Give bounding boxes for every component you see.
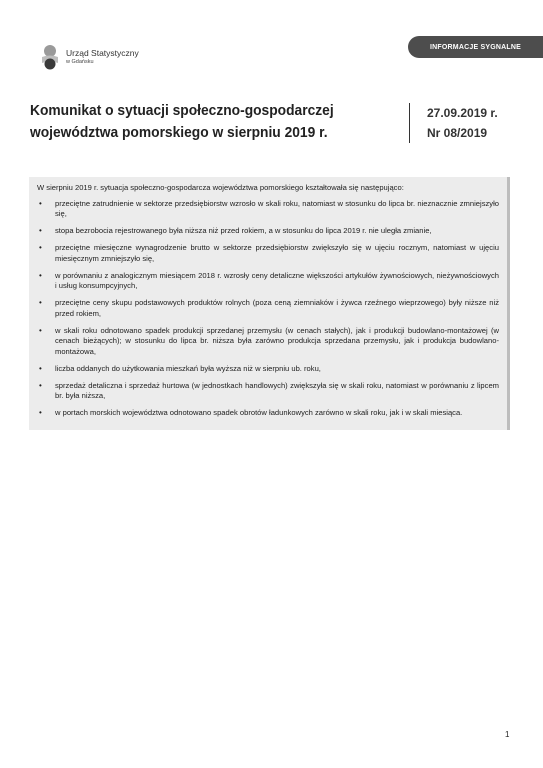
logo bbox=[40, 44, 139, 70]
summary-item: • liczba oddanych do użytkowania mieszkań była wyższa niż w sierpniu ub. roku, bbox=[37, 364, 499, 375]
summary-item: • sprzedaż detaliczna i sprzedaż hurtowa (w jednostkach handlowych) zwiększyła się w skali roku, natomiast w porównaniu z lipcem br. była niższa, bbox=[37, 381, 499, 402]
logo-subtitle: w Gdańsku bbox=[66, 58, 94, 65]
summary-item: • w skali roku odnotowano spadek produkcji sprzedanej przemysłu (w cenach stałych), jak i produkcji budowlano-montażowej (w cenach bieżących); w stosunku do lipca br. niższa była zarówno produkcja sprzedana przemysłu, jak i produkcja budowlano-montażowa, bbox=[37, 326, 499, 358]
summary-list bbox=[37, 199, 499, 419]
logo-name: Urząd Statystyczny bbox=[66, 48, 139, 59]
title-divider bbox=[409, 103, 410, 143]
section-tag: INFORMACJE SYGNALNE bbox=[408, 36, 543, 58]
summary-item: • w portach morskich województwa odnotowano spadek obrotów ładunkowych zarówno w skali roku, jak i w skali miesiąca. bbox=[37, 408, 499, 419]
summary-item: • przeciętne zatrudnienie w sektorze przedsiębiorstw wzrosło w skali roku, natomiast w stosunku do lipca br. nieznacznie zmniejszyło się, bbox=[37, 199, 499, 220]
summary-box bbox=[29, 177, 510, 430]
document-title: Komunikat o sytuacji społeczno-gospodarczej województwa pomorskiego w sierpniu 2019 r. bbox=[30, 102, 334, 141]
summary-item: • w porównaniu z analogicznym miesiącem 2018 r. wzrosły ceny detaliczne większości artykułów żywnościowych, nieżywnościowych i usług konsumpcyjnych, bbox=[37, 271, 499, 292]
issue-number: Nr 08/2019 bbox=[427, 126, 488, 140]
summary-item: • przeciętne miesięczne wynagrodzenie brutto w sektorze przedsiębiorstw zwiększyło się w ujęciu rocznym, natomiast w ujęciu miesięcznym zmniejszyło się, bbox=[37, 243, 499, 264]
summary-item: • stopa bezrobocia rejestrowanego była niższa niż przed rokiem, a w stosunku do lipca 2019 r. nie uległa zmianie, bbox=[37, 226, 499, 237]
logo-mark-icon bbox=[40, 44, 60, 70]
page-number: 1 bbox=[505, 730, 510, 739]
summary-intro: W sierpniu 2019 r. sytuacja społeczno-gospodarcza województwa pomorskiego kształtowała się następująco: bbox=[37, 183, 404, 192]
summary-item: • przeciętne ceny skupu podstawowych produktów rolnych (poza ceną ziemniaków i żywca rzeźnego wieprzowego) były niższe niż przed rokiem, bbox=[37, 298, 499, 319]
publication-date: 27.09.2019 r. bbox=[427, 106, 498, 120]
